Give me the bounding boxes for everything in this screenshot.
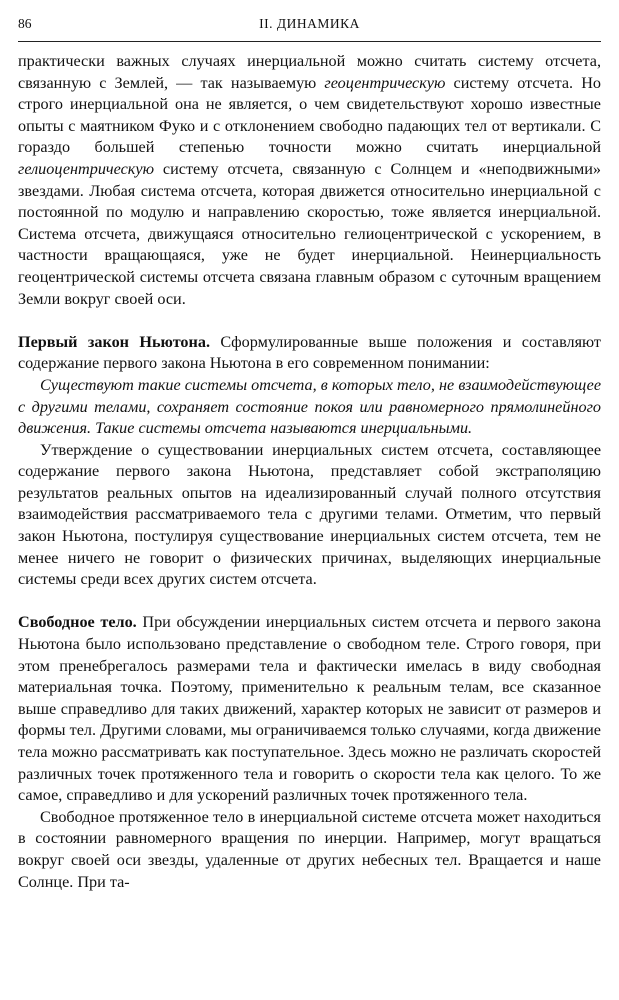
- paragraph-newton-discussion: Утверждение о существовании инерциальных систем отсчета, составляющее содержание первого закона Ньютона, представляет собой экстраполяцию результатов реальных опытов на идеализированный случай полного отсутствия взаимодействия рассматриваемого тела с другими телами. Отметим, что первый закон Ньютона, постулируя существование инерциальных систем отсчета, тем не менее ничего не говорит о физических причинах, выделяющих инерциальные системы среди всех других систем отсчета.: [18, 440, 601, 589]
- page-body: [18, 51, 601, 893]
- page: [18, 16, 601, 38]
- section-heading-free-body: Свободное тело.: [18, 613, 137, 632]
- section-heading-newton: Первый закон Ньютона.: [18, 332, 210, 351]
- paragraph-newton-intro: Первый закон Ньютона. Сформулированные выше положения и составляют содержание первого закона Ньютона в его современном понимании:: [18, 332, 601, 373]
- section-gap: [18, 591, 601, 613]
- term-heliocentric: гелиоцентрическую: [18, 159, 154, 178]
- paragraph-free-body-rotation: Свободное протяженное тело в инерциальной системе отсчета может находиться в состоянии равномерного вращения по инерции. Например, могут вращаться вокруг своей оси звезды, удаленные от других небесных тел. Вращается и наше Солнце. При та-: [18, 807, 601, 891]
- paragraph-free-body: Свободное тело. При обсуждении инерциальных систем отсчета и первого закона Ньютона было использовано представление о свободном теле. Строго говоря, при этом пренебрегалось размерами тела и фактически имелась в виду свободная материальная точка. Поэтому, применительно к реальным телам, все сказанное выше справедливо для таких движений, характер которых не зависит от размеров и формы тел. Другими словами, мы ограничиваемся только случаями, когда движение тела можно рассматривать как поступательное. Здесь можно не различать скоростей различных точек протяженного тела и говорить о скорости тела как целого. То же самое, справедливо и для ускорений различных точек протяженного тела.: [18, 613, 601, 805]
- first-law-statement: Существуют такие системы отсчета, в которых тело, не взаимодействующее с другими телами, сохраняет состояние покоя или равномерного прямолинейного движения. Такие системы отсчета называются инерциальными.: [18, 375, 601, 438]
- term-geocentric: геоцентрическую: [324, 73, 446, 92]
- page-header: [18, 16, 601, 38]
- page-number: 86: [18, 16, 32, 31]
- section-gap: [18, 310, 601, 332]
- running-head: II. ДИНАМИКА: [259, 16, 360, 31]
- header-rule: [18, 41, 601, 42]
- paragraph-reference-frames: практически важных случаях инерциальной можно считать систему отсчета, связанную с Землей, — так называемую геоцентрическую систему отсчета. Но строго инерциальной она не является, о чем свидетельствуют хорошо известные опыты с маятником Фуко и с отклонением свободно падающих тел от вертикали. С гораздо большей степенью точности можно считать инерциальной гелиоцентрическую систему отсчета, связанную с Солнцем и «неподвижными» звездами. Любая система отсчета, которая движется относительно инерциальной с постоянной по модулю и направлению скоростью, тоже является инерциальной. Система отсчета, движущаяся относительно гелиоцентрической с ускорением, в частности вращающаяся, уже не будет инерциальной. Неинерциальность геоцентрической системы отсчета связана главным образом с суточным вращением Земли вокруг своей оси.: [18, 52, 601, 308]
